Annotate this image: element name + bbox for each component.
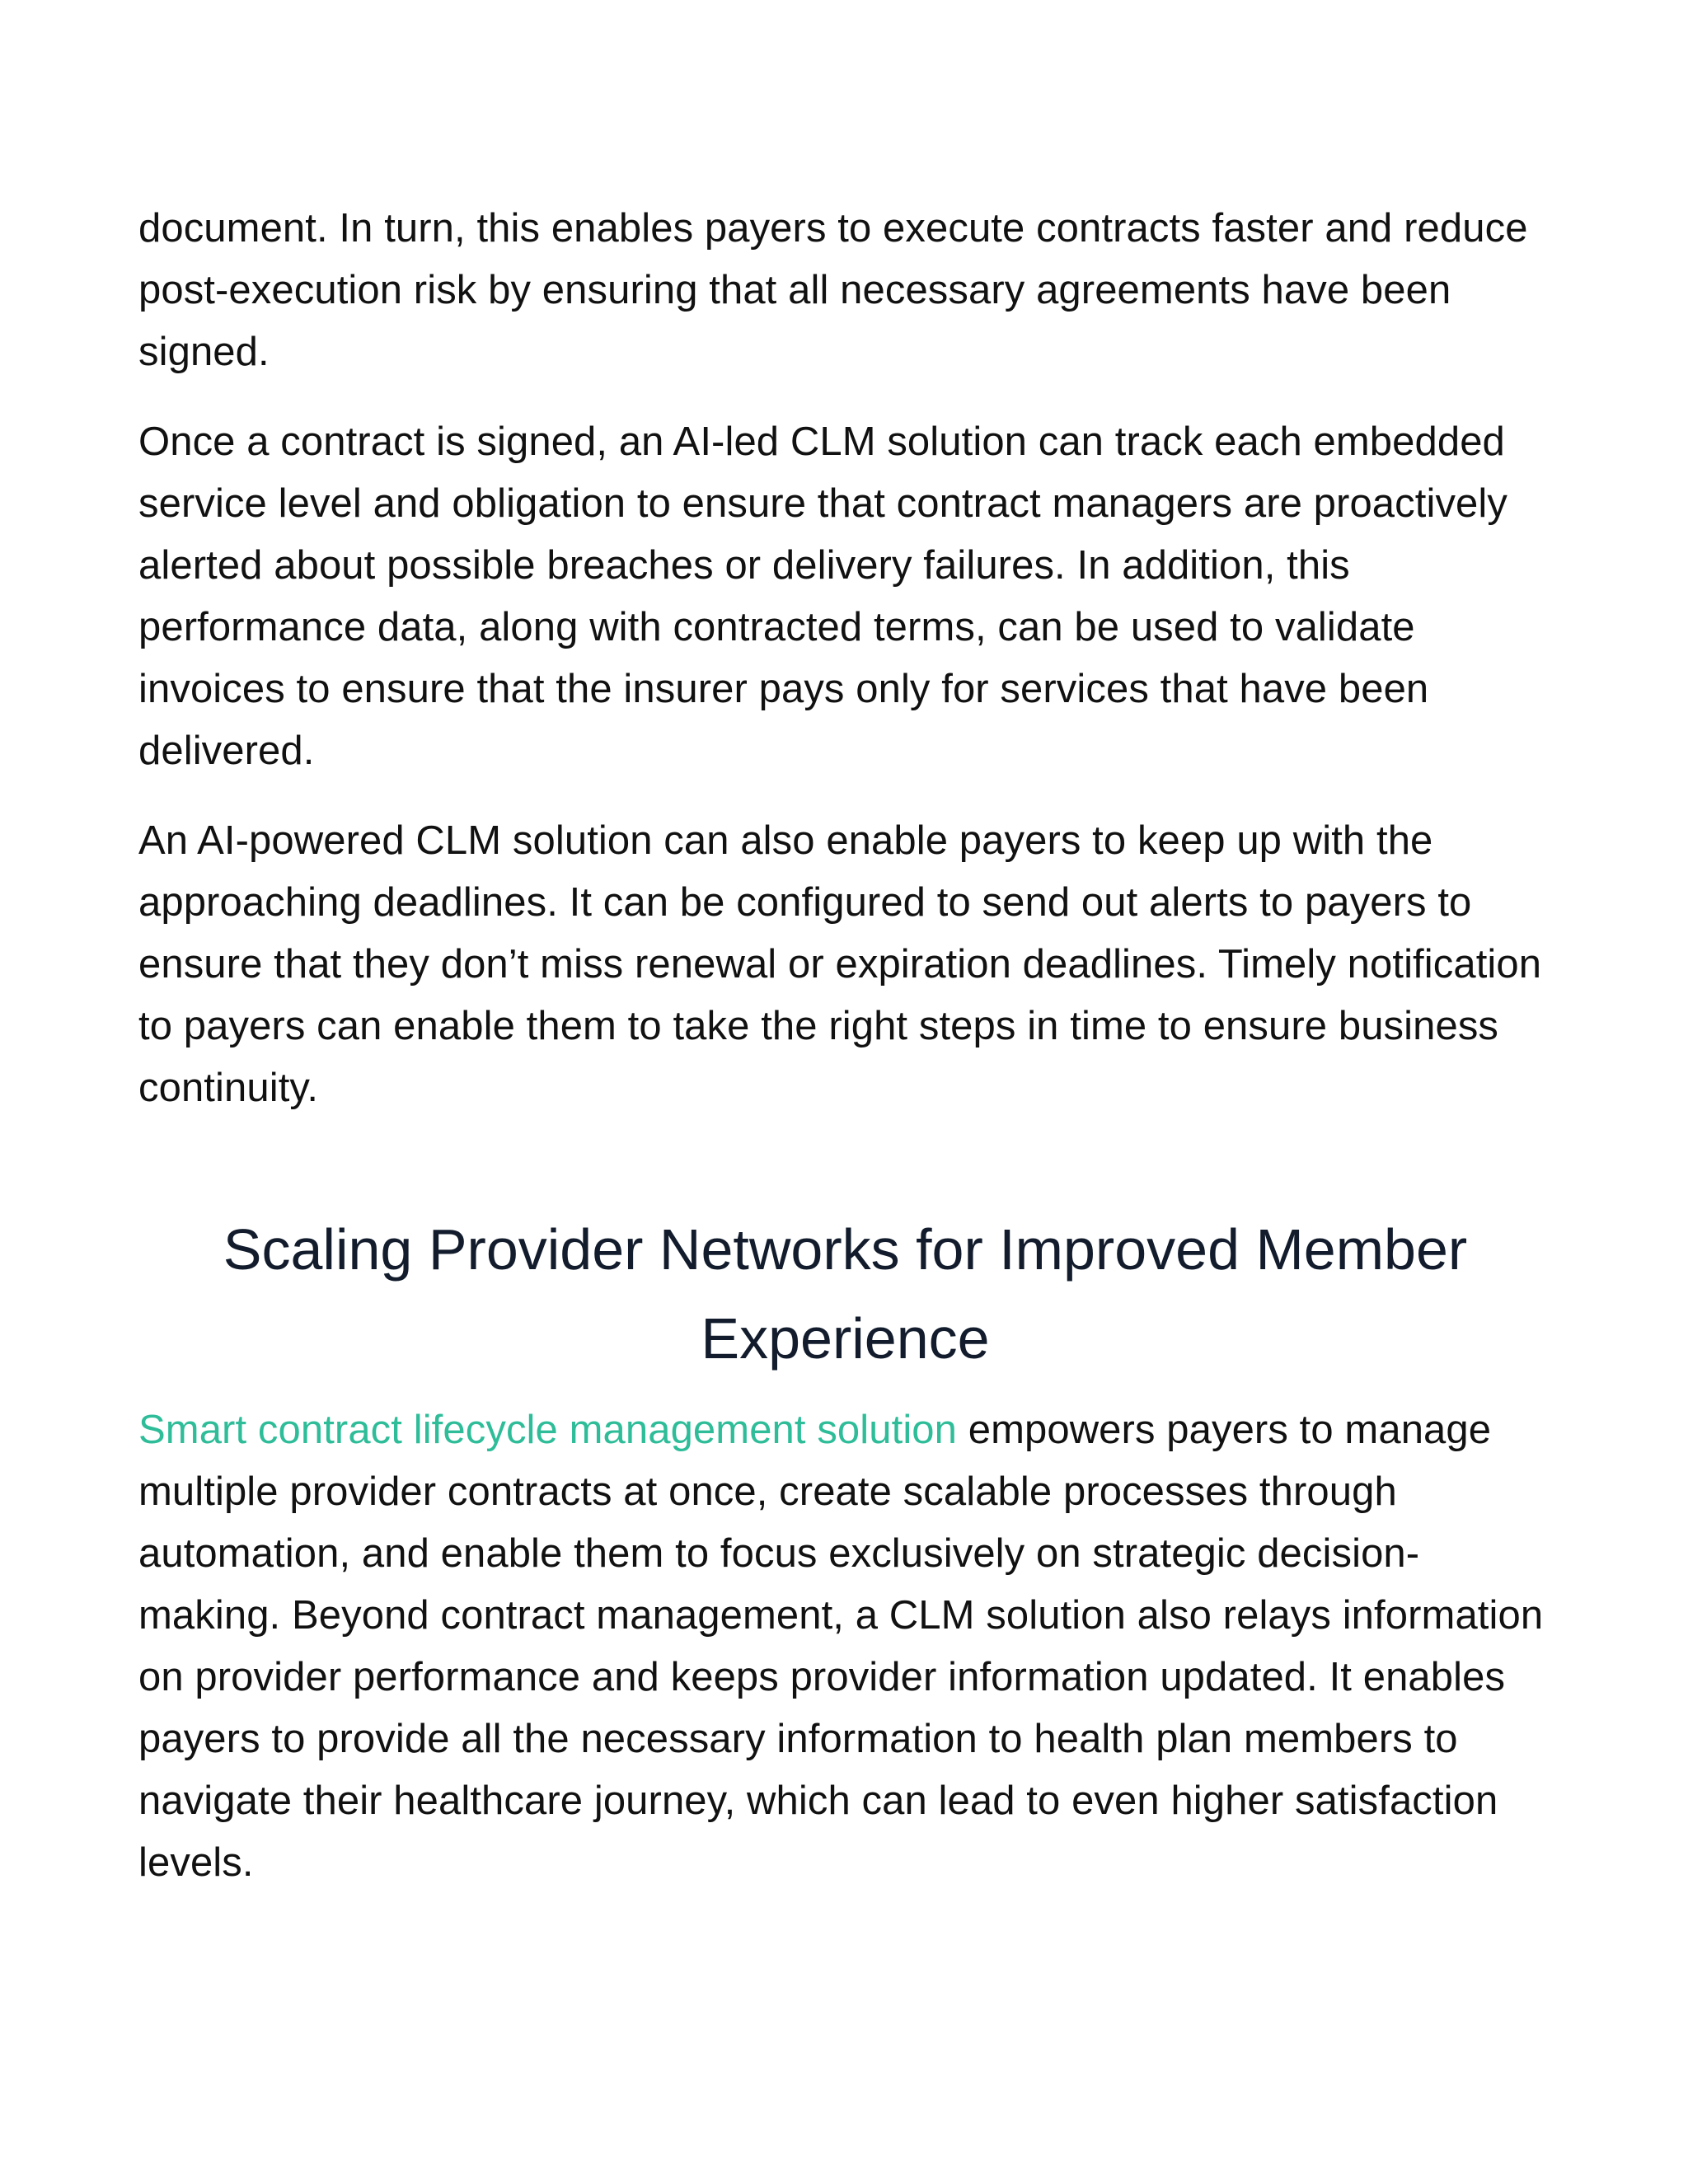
paragraph-signing: document. In turn, this enables payers to execute contracts faster and reduce post-execution risk by ensuring that all necessary agreements have been signed. [138,206,1528,374]
paragraph-scaling [138,1399,1552,1894]
paragraph-deadlines: An AI-powered CLM solution can also enable payers to keep up with the approaching deadlines. It can be configured to send out alerts to payers to ensure that they don’t miss renewal or expiration deadlines. Timely notification to payers can enable them to take the right steps in time to ensure business continuity. [138,818,1542,1110]
paragraph-tracking: Once a contract is signed, an AI-led CLM solution can track each embedded service level and obligation to ensure that contract managers are proactively alerted about possible breaches or delivery failures. In addition, this performance data, along with contracted terms, can be used to validate invoices to ensure that the insurer pays only for services that have been delivered. [138,419,1507,773]
clm-solution-link[interactable]: Smart contract lifecycle management solution [138,1408,958,1452]
section-heading: Scaling Provider Networks for Improved Member Experience [223,1217,1468,1371]
paragraph-scaling-text: empowers payers to manage multiple provider contracts at once, create scalable processes through automation, and enable them to focus exclusively on strategic decision-making. Beyond contract management, a CLM solution also relays information on provider performance and keeps provider information updated. It enables payers to provide all the necessary information to health plan members to navigate their healthcare journey, which can lead to even higher satisfaction levels. [138,1408,1544,1885]
